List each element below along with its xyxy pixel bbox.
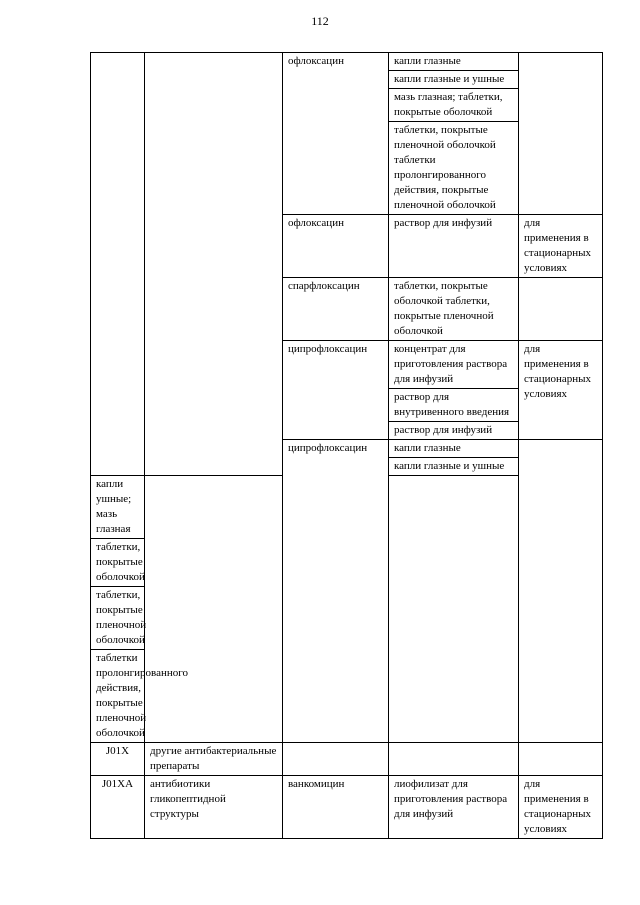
dosage-form-cell-empty xyxy=(389,743,519,776)
dosage-form-cell: капли глазные xyxy=(389,53,519,71)
dosage-form-cell: раствор для инфузий xyxy=(389,215,519,278)
atc-group-cell: другие антибактериальные препараты xyxy=(145,743,283,776)
drug-name-cell: ципрофлоксацин xyxy=(283,341,389,440)
drug-name-cell: спарфлоксацин xyxy=(283,278,389,341)
page-number: 112 xyxy=(311,14,329,28)
dosage-form-cell: таблетки, покрытые пленочной оболочкой таблетки пролонгированного действия, покрытые пленочной оболочкой xyxy=(389,122,519,215)
drug-name-cell: офлоксацин xyxy=(283,53,389,215)
dosage-form-cell: раствор для внутривенного введения xyxy=(389,389,519,422)
dosage-form-cell: таблетки пролонгированного действия, покрытые пленочной оболочкой xyxy=(91,650,145,743)
dosage-form-cell: капли ушные; мазь глазная xyxy=(91,476,145,539)
note-cell-empty xyxy=(519,278,603,341)
dosage-form-cell: концентрат для приготовления раствора для инфузий xyxy=(389,341,519,389)
table-row xyxy=(91,743,603,776)
dosage-form-cell: раствор для инфузий xyxy=(389,422,519,440)
group-cell-empty xyxy=(145,53,283,476)
dosage-form-cell: капли глазные xyxy=(389,440,519,458)
table-row xyxy=(91,53,603,71)
drug-table xyxy=(90,52,603,839)
note-cell-empty xyxy=(519,53,603,215)
atc-code-cell: J01X xyxy=(91,743,145,776)
note-cell: для применения в стационарных условиях xyxy=(519,215,603,278)
atc-group-cell: антибиотики гликопептидной структуры xyxy=(145,776,283,839)
note-cell: для применения в стационарных условиях xyxy=(519,341,603,440)
dosage-form-cell: лиофилизат для приготовления раствора для инфузий xyxy=(389,776,519,839)
drug-name-cell: ципрофлоксацин xyxy=(283,440,389,743)
dosage-form-cell: капли глазные и ушные xyxy=(389,458,519,476)
drug-name-cell-empty xyxy=(283,743,389,776)
dosage-form-cell: мазь глазная; таблетки, покрытые оболочкой xyxy=(389,89,519,122)
atc-code-cell: J01XA xyxy=(91,776,145,839)
note-cell-empty xyxy=(519,440,603,743)
dosage-form-cell: таблетки, покрытые оболочкой xyxy=(91,539,145,587)
note-cell: для применения в стационарных условиях xyxy=(519,776,603,839)
dosage-form-cell: капли глазные и ушные xyxy=(389,71,519,89)
drug-name-cell: ванкомицин xyxy=(283,776,389,839)
drug-name-cell: офлоксацин xyxy=(283,215,389,278)
dosage-form-cell: таблетки, покрытые оболочкой таблетки, покрытые пленочной оболочкой xyxy=(389,278,519,341)
table-row xyxy=(91,776,603,839)
dosage-form-cell: таблетки, покрытые пленочной оболочкой xyxy=(91,587,145,650)
note-cell-empty xyxy=(519,743,603,776)
code-cell-empty xyxy=(91,53,145,476)
